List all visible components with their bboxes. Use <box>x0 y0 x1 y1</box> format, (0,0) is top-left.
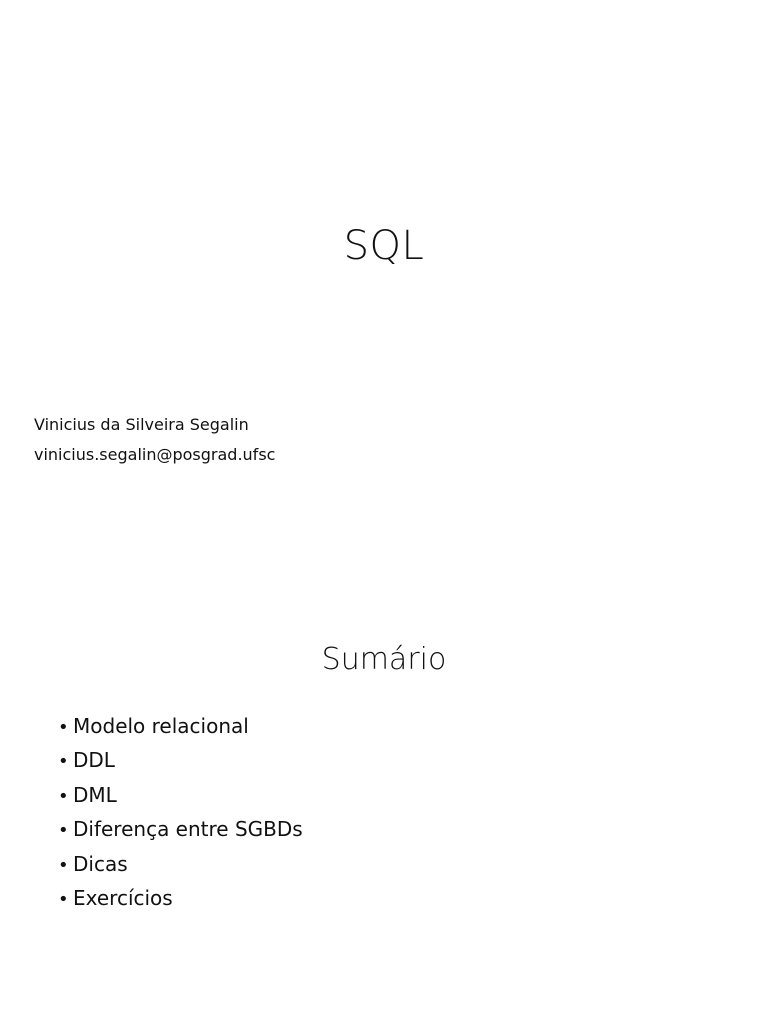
bullet-icon: • <box>58 889 69 911</box>
list-item <box>58 813 303 847</box>
bullet-icon: • <box>58 820 69 842</box>
bullet-icon: • <box>58 751 69 773</box>
bullet-icon: • <box>58 785 69 807</box>
list-item-label: DML <box>73 782 117 807</box>
summary-title: Sumário <box>321 642 447 677</box>
list-item-label: DDL <box>73 748 115 773</box>
list-item <box>58 744 303 778</box>
list-item-label: Modelo relacional <box>73 714 249 738</box>
list-item-label: Diferença entre SGBDs <box>73 817 303 842</box>
bullet-icon: • <box>58 854 69 876</box>
author-block <box>34 410 275 470</box>
list-item-label: Exercícios <box>73 886 173 911</box>
list-item <box>58 882 303 916</box>
list-item-label: Dicas <box>73 851 128 876</box>
author-name: Vinicius da Silveira Segalin <box>34 415 249 434</box>
slide-title: SQL <box>343 223 425 269</box>
author-email: vinicius.segalin@posgrad.ufsc <box>34 445 276 464</box>
bullet-icon: • <box>58 717 69 738</box>
list-item <box>58 848 303 882</box>
list-item <box>58 710 303 744</box>
summary-slide <box>0 512 768 1024</box>
summary-list <box>58 710 303 916</box>
list-item <box>58 779 303 813</box>
